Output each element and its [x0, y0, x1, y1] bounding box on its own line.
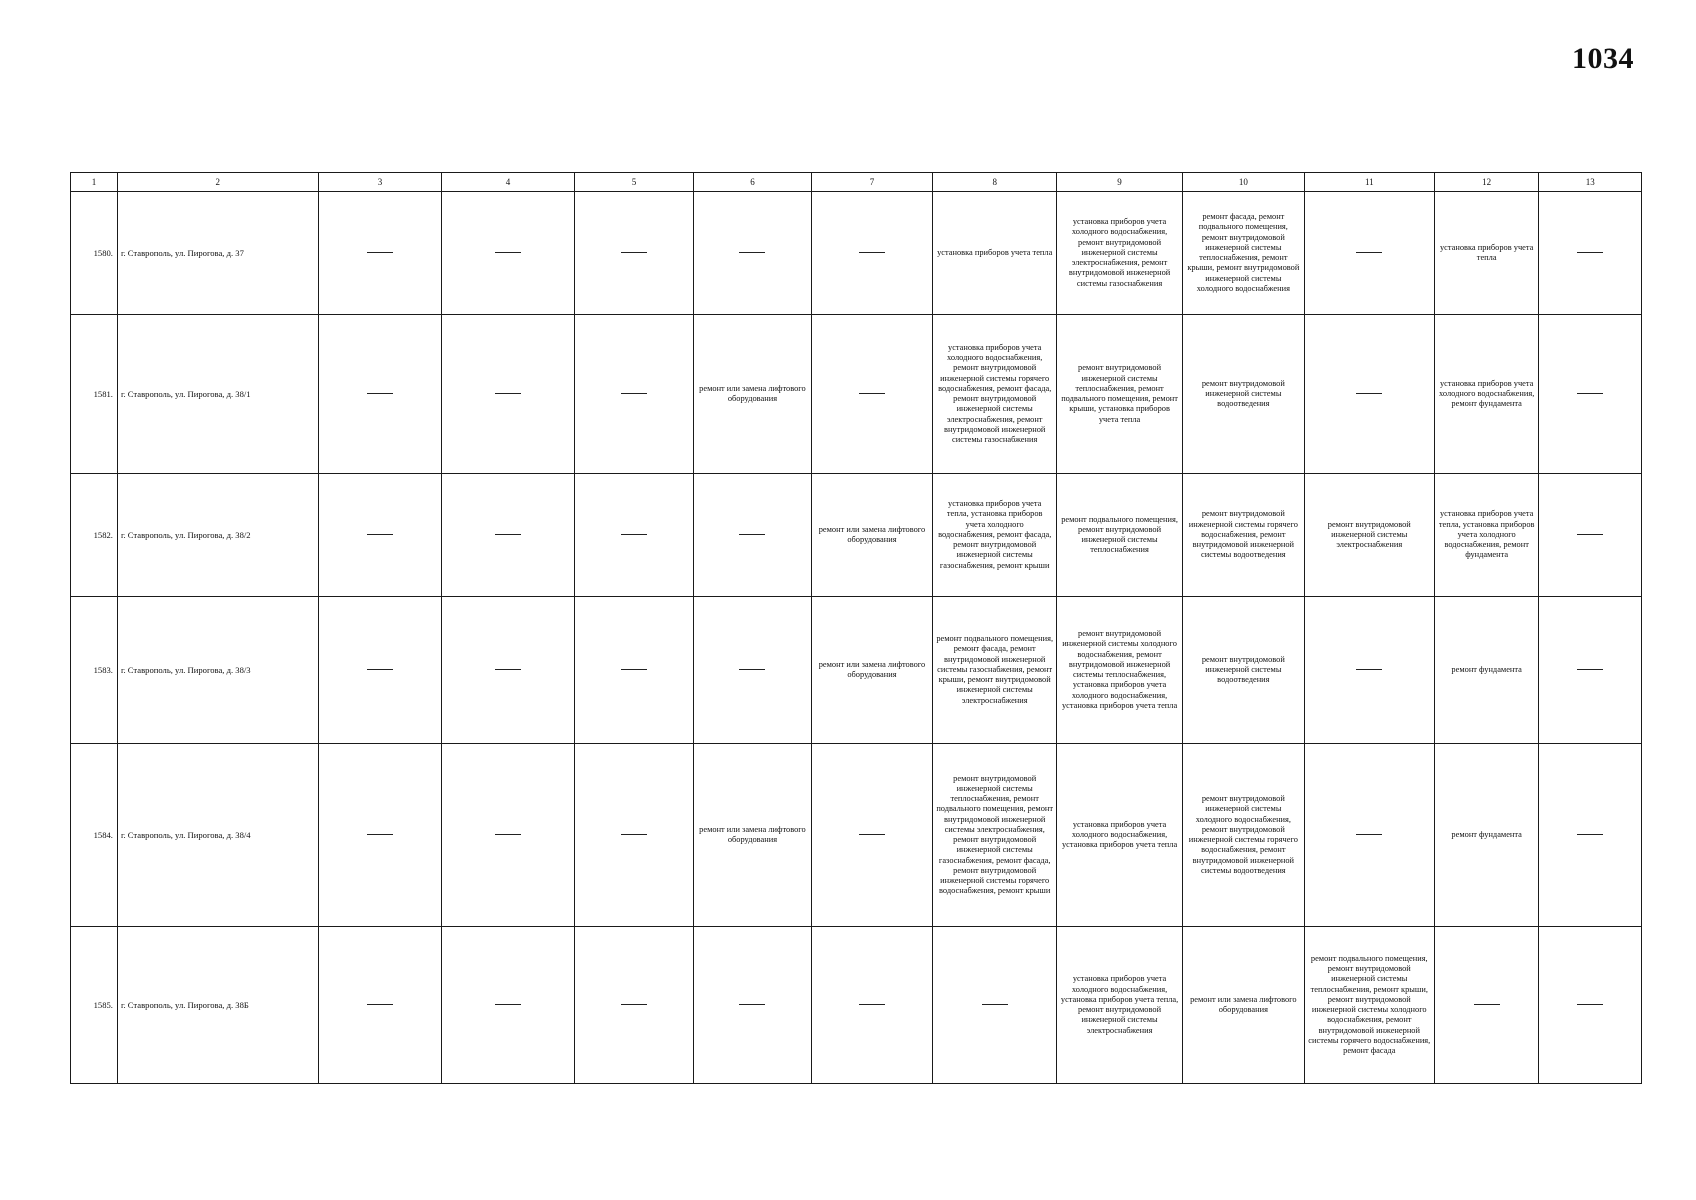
table-row — [71, 474, 1642, 597]
empty-dash-cell — [1539, 927, 1642, 1084]
work-type-cell: установка приборов учета тепла, установка приборов учета холодного водоснабжения, ремонт фундамента — [1434, 474, 1539, 597]
work-type-cell: ремонт внутридомовой инженерной системы холодного водоснабжения, ремонт внутридомовой инженерной системы теплоснабжения, установка приборов учета холодного водоснабжения, установка приборов учета тепла — [1057, 597, 1183, 744]
empty-dash-cell — [1539, 192, 1642, 315]
column-number-header: 7 — [811, 173, 933, 192]
address-cell: г. Ставрополь, ул. Пирогова, д. 38Б — [117, 927, 318, 1084]
row-number: 1585. — [71, 927, 118, 1084]
dash-mark — [982, 1004, 1008, 1005]
table-row — [71, 597, 1642, 744]
dash-mark — [859, 252, 885, 253]
empty-dash-cell — [574, 597, 694, 744]
work-type-cell: ремонт или замена лифтового оборудования — [694, 315, 811, 474]
empty-dash-cell — [574, 927, 694, 1084]
row-number: 1583. — [71, 597, 118, 744]
empty-dash-cell — [811, 744, 933, 927]
empty-dash-cell — [574, 744, 694, 927]
row-number: 1580. — [71, 192, 118, 315]
empty-dash-cell — [1304, 192, 1434, 315]
dash-mark — [495, 393, 521, 394]
dash-mark — [495, 534, 521, 535]
work-type-cell: ремонт внутридомовой инженерной системы теплоснабжения, ремонт подвального помещения, ремонт крыши, установка приборов учета тепла — [1057, 315, 1183, 474]
empty-dash-cell — [318, 474, 442, 597]
column-number-header: 9 — [1057, 173, 1183, 192]
work-type-cell: ремонт подвального помещения, ремонт фасада, ремонт внутридомовой инженерной системы газоснабжения, ремонт крыши, ремонт внутридомовой инженерной системы электроснабжения — [933, 597, 1057, 744]
address-cell: г. Ставрополь, ул. Пирогова, д. 37 — [117, 192, 318, 315]
dash-mark — [739, 669, 765, 670]
dash-mark — [621, 669, 647, 670]
table-body — [71, 192, 1642, 1084]
page-number: 1034 — [1572, 42, 1634, 75]
empty-dash-cell — [933, 927, 1057, 1084]
column-number-header: 10 — [1183, 173, 1305, 192]
work-type-cell: ремонт или замена лифтового оборудования — [694, 744, 811, 927]
dash-mark — [621, 834, 647, 835]
work-type-cell: ремонт подвального помещения, ремонт внутридомовой инженерной системы теплоснабжения, ремонт крыши, ремонт внутридомовой инженерной системы холодного водоснабжения, ремонт внутридомовой инженерной системы горячего водоснабжения, ремонт фасада — [1304, 927, 1434, 1084]
work-type-cell: ремонт или замена лифтового оборудования — [1183, 927, 1305, 1084]
column-number-header: 5 — [574, 173, 694, 192]
dash-mark — [495, 1004, 521, 1005]
empty-dash-cell — [318, 192, 442, 315]
empty-dash-cell — [442, 597, 574, 744]
table-row — [71, 192, 1642, 315]
empty-dash-cell — [574, 315, 694, 474]
work-type-cell: ремонт внутридомовой инженерной системы водоотведения — [1183, 597, 1305, 744]
dash-mark — [495, 252, 521, 253]
column-number-header: 3 — [318, 173, 442, 192]
empty-dash-cell — [694, 192, 811, 315]
work-type-cell: ремонт внутридомовой инженерной системы теплоснабжения, ремонт подвального помещения, ремонт внутридомовой инженерной системы электроснабжения, ремонт внутридомовой инженерной системы газоснабжения, ремонт фасада, ремонт внутридомовой инженерной системы горячего водоснабжения, ремонт крыши — [933, 744, 1057, 927]
work-type-cell: установка приборов учета холодного водоснабжения, ремонт внутридомовой инженерной системы электроснабжения, ремонт внутридомовой инженерной системы газоснабжения — [1057, 192, 1183, 315]
empty-dash-cell — [694, 474, 811, 597]
work-type-cell: установка приборов учета холодного водоснабжения, установка приборов учета тепла, ремонт внутридомовой инженерной системы электроснабжения — [1057, 927, 1183, 1084]
dash-mark — [859, 834, 885, 835]
empty-dash-cell — [1539, 315, 1642, 474]
column-number-header: 12 — [1434, 173, 1539, 192]
empty-dash-cell — [1304, 315, 1434, 474]
empty-dash-cell — [442, 315, 574, 474]
work-type-cell: ремонт фундамента — [1434, 744, 1539, 927]
work-type-cell: установка приборов учета холодного водоснабжения, ремонт внутридомовой инженерной системы горячего водоснабжения, ремонт фасада, ремонт внутридомовой инженерной системы электроснабжения, ремонт внутридомовой инженерной системы газоснабжения — [933, 315, 1057, 474]
column-number-header: 13 — [1539, 173, 1642, 192]
dash-mark — [1577, 1004, 1603, 1005]
work-type-cell: ремонт внутридомовой инженерной системы водоотведения — [1183, 315, 1305, 474]
empty-dash-cell — [811, 192, 933, 315]
empty-dash-cell — [442, 927, 574, 1084]
empty-dash-cell — [1539, 744, 1642, 927]
empty-dash-cell — [318, 315, 442, 474]
dash-mark — [367, 834, 393, 835]
dash-mark — [367, 252, 393, 253]
column-number-header: 2 — [117, 173, 318, 192]
repair-plan-table — [70, 172, 1642, 1084]
dash-mark — [1356, 252, 1382, 253]
address-cell: г. Ставрополь, ул. Пирогова, д. 38/2 — [117, 474, 318, 597]
empty-dash-cell — [694, 927, 811, 1084]
work-type-cell: ремонт фундамента — [1434, 597, 1539, 744]
table-row — [71, 927, 1642, 1084]
address-cell: г. Ставрополь, ул. Пирогова, д. 38/3 — [117, 597, 318, 744]
dash-mark — [1356, 834, 1382, 835]
address-cell: г. Ставрополь, ул. Пирогова, д. 38/1 — [117, 315, 318, 474]
dash-mark — [739, 252, 765, 253]
work-type-cell: ремонт или замена лифтового оборудования — [811, 597, 933, 744]
work-type-cell: ремонт фасада, ремонт подвального помещения, ремонт внутридомовой инженерной системы теплоснабжения, ремонт крыши, ремонт внутридомовой инженерной системы холодного водоснабжения — [1183, 192, 1305, 315]
dash-mark — [367, 534, 393, 535]
work-type-cell: установка приборов учета холодного водоснабжения, установка приборов учета тепла — [1057, 744, 1183, 927]
address-cell: г. Ставрополь, ул. Пирогова, д. 38/4 — [117, 744, 318, 927]
empty-dash-cell — [318, 597, 442, 744]
dash-mark — [1577, 669, 1603, 670]
dash-mark — [621, 1004, 647, 1005]
dash-mark — [367, 669, 393, 670]
dash-mark — [1577, 534, 1603, 535]
empty-dash-cell — [442, 474, 574, 597]
dash-mark — [621, 534, 647, 535]
work-type-cell: установка приборов учета тепла — [933, 192, 1057, 315]
empty-dash-cell — [694, 597, 811, 744]
dash-mark — [739, 534, 765, 535]
empty-dash-cell — [1539, 474, 1642, 597]
dash-mark — [495, 834, 521, 835]
column-number-header: 11 — [1304, 173, 1434, 192]
dash-mark — [1356, 669, 1382, 670]
dash-mark — [367, 1004, 393, 1005]
work-type-cell: установка приборов учета тепла — [1434, 192, 1539, 315]
dash-mark — [1577, 252, 1603, 253]
empty-dash-cell — [1539, 597, 1642, 744]
dash-mark — [739, 1004, 765, 1005]
work-type-cell: ремонт подвального помещения, ремонт внутридомовой инженерной системы теплоснабжения — [1057, 474, 1183, 597]
empty-dash-cell — [1304, 744, 1434, 927]
table-row — [71, 315, 1642, 474]
dash-mark — [859, 1004, 885, 1005]
empty-dash-cell — [442, 192, 574, 315]
table-row — [71, 744, 1642, 927]
empty-dash-cell — [318, 744, 442, 927]
dash-mark — [621, 252, 647, 253]
dash-mark — [621, 393, 647, 394]
row-number: 1582. — [71, 474, 118, 597]
column-number-header: 6 — [694, 173, 811, 192]
work-type-cell: ремонт или замена лифтового оборудования — [811, 474, 933, 597]
empty-dash-cell — [811, 315, 933, 474]
empty-dash-cell — [574, 192, 694, 315]
dash-mark — [367, 393, 393, 394]
column-number-header: 4 — [442, 173, 574, 192]
row-number: 1581. — [71, 315, 118, 474]
table-container — [70, 172, 1642, 1084]
dash-mark — [1577, 393, 1603, 394]
column-number-header: 1 — [71, 173, 118, 192]
work-type-cell: установка приборов учета тепла, установка приборов учета холодного водоснабжения, ремонт фасада, ремонт внутридомовой инженерной системы газоснабжения, ремонт крыши — [933, 474, 1057, 597]
empty-dash-cell — [442, 744, 574, 927]
empty-dash-cell — [574, 474, 694, 597]
dash-mark — [1356, 393, 1382, 394]
dash-mark — [859, 393, 885, 394]
empty-dash-cell — [318, 927, 442, 1084]
empty-dash-cell — [1304, 597, 1434, 744]
work-type-cell: установка приборов учета холодного водоснабжения, ремонт фундамента — [1434, 315, 1539, 474]
row-number: 1584. — [71, 744, 118, 927]
work-type-cell: ремонт внутридомовой инженерной системы холодного водоснабжения, ремонт внутридомовой инженерной системы горячего водоснабжения, ремонт внутридомовой инженерной системы водоотведения — [1183, 744, 1305, 927]
empty-dash-cell — [1434, 927, 1539, 1084]
dash-mark — [1474, 1004, 1500, 1005]
dash-mark — [495, 669, 521, 670]
empty-dash-cell — [811, 927, 933, 1084]
column-number-row — [71, 173, 1642, 192]
work-type-cell: ремонт внутридомовой инженерной системы горячего водоснабжения, ремонт внутридомовой инженерной системы водоотведения — [1183, 474, 1305, 597]
dash-mark — [1577, 834, 1603, 835]
work-type-cell: ремонт внутридомовой инженерной системы электроснабжения — [1304, 474, 1434, 597]
column-number-header: 8 — [933, 173, 1057, 192]
